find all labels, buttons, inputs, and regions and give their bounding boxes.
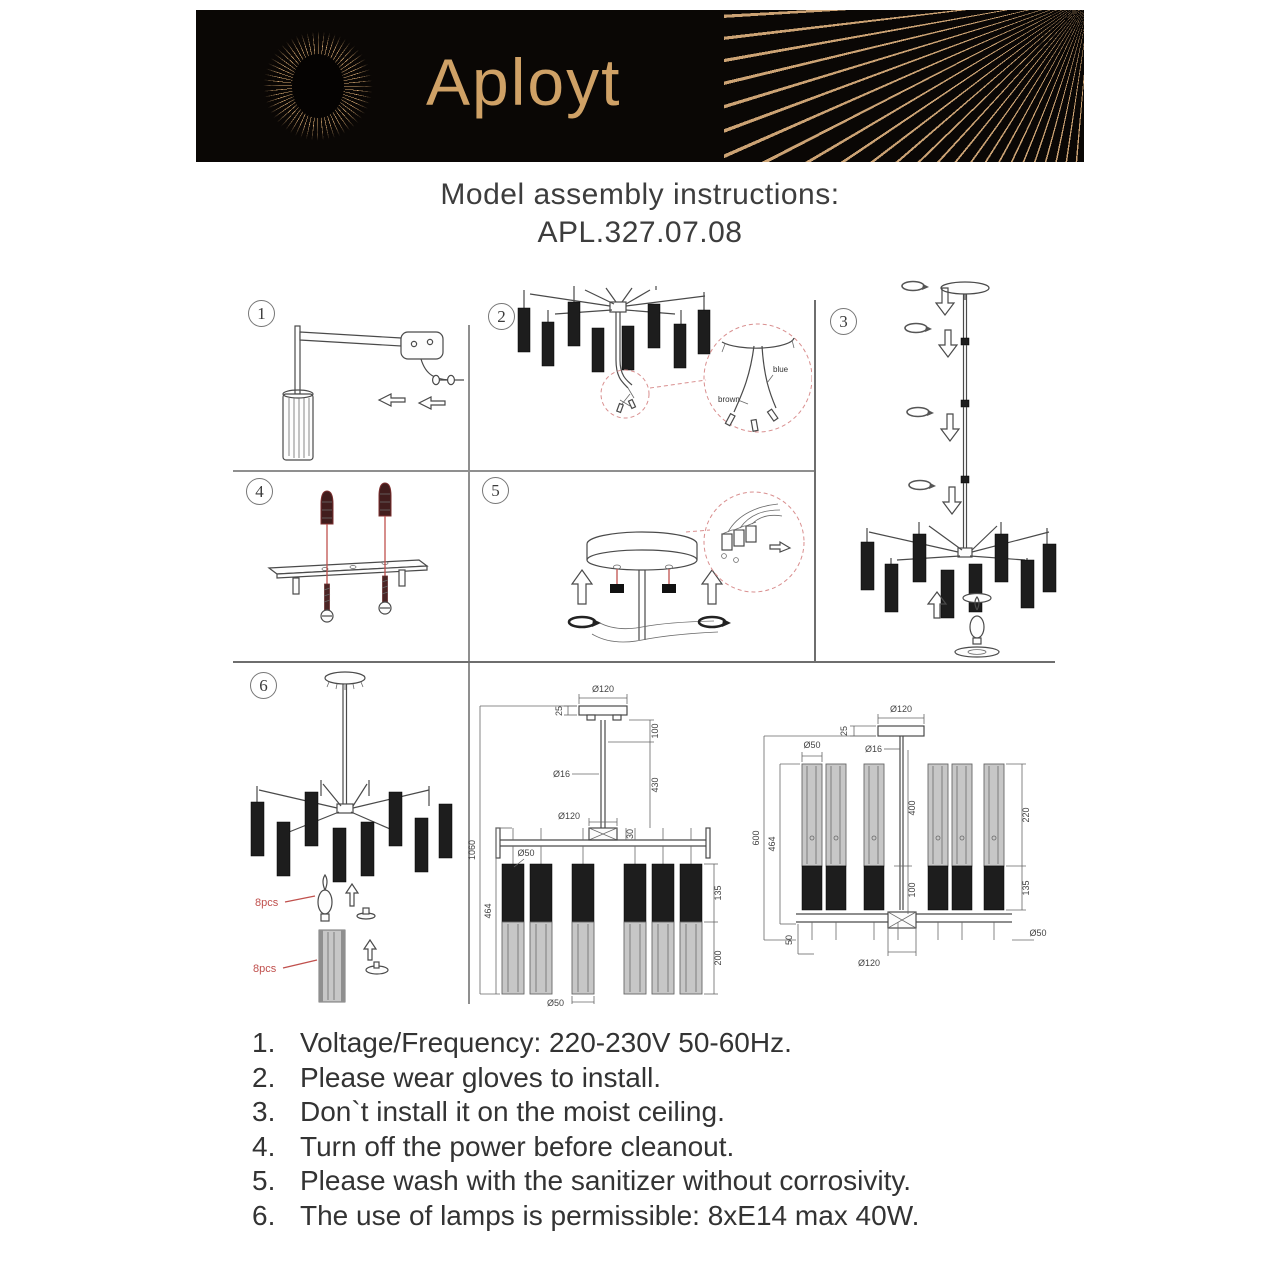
- svg-text:400: 400: [907, 800, 917, 816]
- bulb-quantity-label: 8pcs: [255, 897, 279, 909]
- svg-text:50: 50: [784, 934, 794, 946]
- svg-text:200: 200: [713, 950, 723, 966]
- center-pipe: [592, 570, 718, 642]
- wall-anchors: [321, 483, 391, 524]
- canopy: [587, 532, 697, 570]
- svg-text:430: 430: [650, 777, 660, 793]
- instruction-item: [252, 1130, 1112, 1165]
- brand-name: Aployt: [426, 45, 622, 119]
- bulb-and-ring: [928, 592, 999, 657]
- instruction-number: 5.: [252, 1165, 276, 1196]
- instruction-text: Please wash with the sanitizer without corrosivity.: [300, 1165, 912, 1196]
- svg-text:30: 30: [625, 828, 635, 840]
- svg-text:Ø50: Ø50: [546, 998, 564, 1008]
- cable: [421, 359, 464, 385]
- step-5-diagram: [470, 472, 812, 665]
- svg-text:Ø120: Ø120: [591, 684, 615, 694]
- shade-quantity-label: 8pcs: [253, 963, 277, 975]
- step-4-number: 4: [246, 478, 273, 505]
- fixture-outline: [496, 706, 710, 864]
- shade-part: [253, 930, 388, 1002]
- instruction-number: 1.: [252, 1027, 276, 1058]
- wiring-callout-large: [704, 324, 812, 432]
- svg-text:Ø16: Ø16: [552, 769, 570, 779]
- step-3-number: 3: [830, 308, 857, 335]
- model-code: APL.327.07.08: [537, 216, 743, 249]
- svg-text:600: 600: [751, 830, 761, 846]
- wire-blue-label: blue: [773, 365, 789, 374]
- instruction-item: [252, 1164, 1112, 1199]
- chandelier-frame: [524, 286, 705, 324]
- step-4-diagram: [233, 472, 465, 665]
- svg-text:Ø120: Ø120: [857, 958, 880, 968]
- svg-text:100: 100: [907, 882, 917, 898]
- terminal-callout: [686, 492, 804, 592]
- instruction-text: Turn off the power before cleanout.: [300, 1130, 735, 1162]
- chandelier: [861, 522, 1056, 618]
- svg-text:135: 135: [713, 885, 723, 901]
- instruction-number: 3.: [252, 1096, 276, 1127]
- svg-text:100: 100: [650, 723, 660, 739]
- svg-text:Ø50: Ø50: [1029, 928, 1047, 938]
- step-6-number: 6: [250, 672, 277, 699]
- instruction-item: [252, 1199, 1112, 1234]
- svg-text:25: 25: [839, 725, 849, 737]
- canopy-and-rod: [325, 672, 365, 813]
- svg-text:25: 25: [554, 705, 564, 717]
- svg-text:Ø120: Ø120: [889, 704, 913, 714]
- instruction-text: Don`t install it on the moist ceiling.: [300, 1096, 725, 1127]
- step-2-number: 2: [488, 303, 515, 330]
- tech-drawing-side: [750, 688, 1060, 1015]
- step-1-number: 1: [248, 300, 275, 327]
- step-3-diagram: [817, 280, 1060, 663]
- instruction-item: [252, 1061, 1112, 1096]
- instruction-item: [252, 1095, 1112, 1130]
- screw-nuts: [610, 569, 676, 593]
- instruction-text: Please wear gloves to install.: [300, 1061, 662, 1093]
- left-arrow-icon: [379, 394, 445, 409]
- instruction-number: 2.: [252, 1061, 276, 1093]
- mounting-bracket: [269, 560, 427, 594]
- svg-text:135: 135: [1021, 880, 1031, 896]
- rotate-arrow-icon: [902, 282, 936, 490]
- svg-text:Ø50: Ø50: [517, 848, 535, 858]
- instruction-text: Voltage/Frequency: 220-230V 50-60Hz.: [300, 1027, 792, 1058]
- screws: [321, 576, 391, 622]
- step-5-number: 5: [482, 477, 509, 504]
- wire-brown-label: brown: [718, 395, 740, 404]
- svg-text:1060: 1060: [468, 839, 477, 861]
- svg-text:464: 464: [483, 903, 493, 919]
- down-arrow-icon: [936, 288, 961, 514]
- cylinder-shade: [283, 390, 313, 460]
- svg-text:464: 464: [767, 836, 777, 852]
- instructions-list: [252, 1026, 1112, 1233]
- svg-text:220: 220: [1021, 807, 1031, 823]
- step-1-diagram: [233, 296, 465, 473]
- step-2-diagram: [470, 282, 812, 473]
- page-title: Model assembly instructions:: [440, 178, 840, 211]
- svg-text:Ø50: Ø50: [803, 740, 821, 750]
- svg-text:Ø16: Ø16: [864, 744, 882, 754]
- divider-vertical-2: [814, 300, 816, 662]
- bulb-part: [255, 875, 375, 921]
- rod-segments: [961, 294, 969, 548]
- instruction-number: 6.: [252, 1199, 276, 1231]
- instruction-item: [252, 1026, 1112, 1061]
- instruction-number: 4.: [252, 1130, 276, 1162]
- tech-drawing-front: [468, 678, 768, 1015]
- svg-text:Ø120: Ø120: [557, 811, 580, 821]
- step-6-diagram: [233, 664, 465, 1011]
- up-arrow-icon: [572, 570, 722, 604]
- shades-two-tone: [502, 864, 702, 994]
- instruction-text: The use of lamps is permissible: 8xE14 max 40W.: [300, 1199, 920, 1231]
